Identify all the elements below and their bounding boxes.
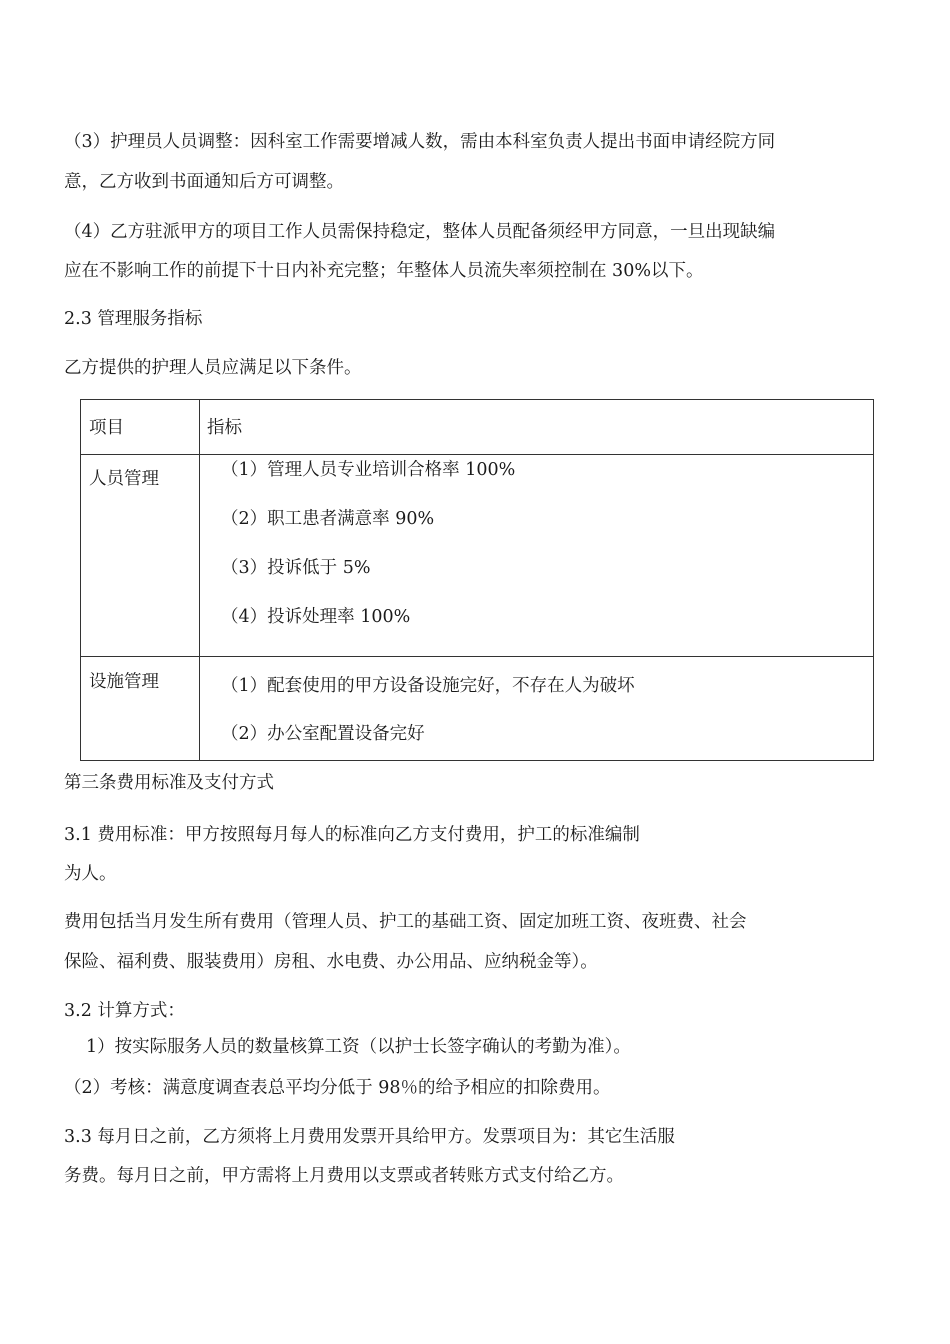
table-indicator: （4）投诉处理率 100% xyxy=(221,607,411,627)
section-3-1-line-2: 为人。 xyxy=(64,864,117,884)
paragraph-4-line-1: （4）乙方驻派甲方的项目工作人员需保持稳定，整体人员配备须经甲方同意，一旦出现缺编 xyxy=(64,222,776,242)
paragraph-3-line-2: 意，乙方收到书面通知后方可调整。 xyxy=(64,172,344,192)
paragraph-4-line-2: 应在不影响工作的前提下十日内补充完整；年整体人员流失率须控制在 30%以下。 xyxy=(64,261,704,281)
section-3-3-line-1: 3.3 每月日之前，乙方须将上月费用发票开具给甲方。发票项目为：其它生活服 xyxy=(64,1127,675,1147)
section-3-3-line-2: 务费。每月日之前，甲方需将上月费用以支票或者转账方式支付给乙方。 xyxy=(64,1166,624,1186)
paragraph-3-line-1: （3）护理员人员调整：因科室工作需要增减人数，需由本科室负责人提出书面申请经院方同 xyxy=(64,132,776,152)
fee-paragraph-line-1: 费用包括当月发生所有费用（管理人员、护工的基础工资、固定加班工资、夜班费、社会 xyxy=(64,912,747,932)
table-indicator: （2）办公室配置设备完好 xyxy=(221,724,425,744)
table-row-divider xyxy=(81,656,873,657)
table-intro: 乙方提供的护理人员应满足以下条件。 xyxy=(64,358,362,378)
section-3-2-heading: 3.2 计算方式： xyxy=(64,1001,185,1021)
table-header-item: 项目 xyxy=(89,418,124,438)
table-indicator: （3）投诉低于 5% xyxy=(221,558,371,578)
section-3-1-line-1: 3.1 费用标准：甲方按照每月每人的标准向乙方支付费用，护工的标准编制 xyxy=(64,825,640,845)
section-3-title: 第三条费用标准及支付方式 xyxy=(64,773,274,793)
table-indicator: （1）配套使用的甲方设备设施完好，不存在人为破坏 xyxy=(221,676,635,696)
table-indicator: （1）管理人员专业培训合格率 100% xyxy=(221,460,516,480)
fee-paragraph-line-2: 保险、福利费、服装费用）房租、水电费、办公用品、应纳税金等）。 xyxy=(64,952,598,972)
calc-item-1: 1）按实际服务人员的数量核算工资（以护士长签字确认的考勤为准）。 xyxy=(86,1037,631,1057)
table-header-indicator: 指标 xyxy=(207,418,242,438)
table-header-divider xyxy=(81,454,873,455)
table-row-item: 人员管理 xyxy=(89,469,159,489)
table-row-item: 设施管理 xyxy=(89,672,159,692)
section-2-3-heading: 2.3 管理服务指标 xyxy=(64,309,203,329)
table-indicator: （2）职工患者满意率 90% xyxy=(221,509,435,529)
indicator-table xyxy=(80,399,874,761)
calc-item-2: （2）考核：满意度调查表总平均分低于 98％的给予相应的扣除费用。 xyxy=(64,1078,611,1098)
